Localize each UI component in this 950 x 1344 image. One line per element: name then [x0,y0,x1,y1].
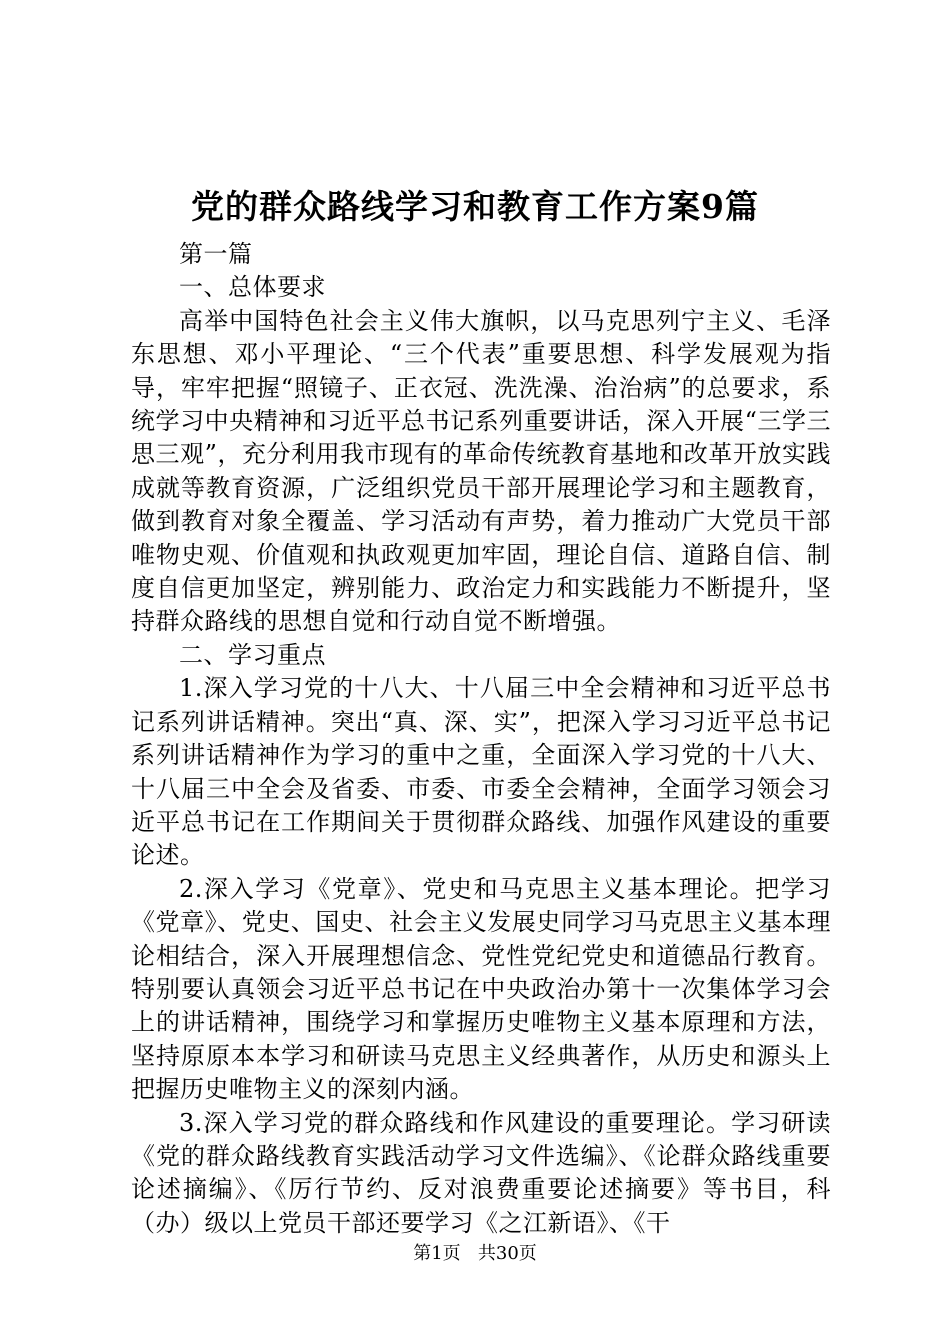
paragraph-item-3: 3.深入学习党的群众路线和作风建设的重要理论。学习研读《党的群众路线教育实践活动学习文件选编》、《论群众路线重要论述摘编》、《厉行节约、反对浪费重要论述摘要》等书目，科（办）级以上党员干部还要学习《之江新语》、《干 [131,1108,831,1237]
paragraph-item-1: 1.深入学习党的十八大、十八届三中全会精神和习近平总书记系列讲话精神。突出“真、深、实”，把深入学习习近平总书记系列讲话精神作为学习的重中之重，全面深入学习党的十八大、十八届三中全会及省委、市委、市委全会精神，全面学习领会习近平总书记在工作期间关于贯彻群众路线、加强作风建设的重要论述。 [131,674,831,870]
document-body [131,238,831,1240]
section-heading-study-focus: 二、学习重点 [179,640,326,669]
section-heading-general-requirements: 一、总体要求 [179,273,326,302]
page-footer [0,1242,950,1266]
page-separator [466,1243,472,1264]
paragraph-general-requirements: 高举中国特色社会主义伟大旗帜，以马克思列宁主义、毛泽东思想、邓小平理论、“三个代表”重要思想、科学发展观为指导，牢牢把握“照镜子、正衣冠、洗洗澡、治治病”的总要求，系统学习中央精神和习近平总书记系列重要讲话，深入开展“三学三思三观”，充分利用我市现有的革命传统教育基地和改革开放实践成就等教育资源，广泛组织党员干部开展理论学习和主题教育，做到教育对象全覆盖、学习活动有声势，着力推动广大党员干部唯物史观、价值观和执政观更加牢固，理论自信、道路自信、制度自信更加坚定，辨别能力、政治定力和实践能力不断提升，坚持群众路线的思想自觉和行动自觉不断增强。 [131,306,831,636]
paragraph-item-2: 2.深入学习《党章》、党史和马克思主义基本理论。把学习《党章》、党史、国史、社会主义发展史同学习马克思主义基本理论相结合，深入开展理想信念、党性党纪党史和道德品行教育。特别要认真领会习近平总书记在中央政治办第十一次集体学习会上的讲话精神，围绕学习和掌握历史唯物主义基本原理和方法，坚持原原本本学习和研读马克思主义经典著作，从历史和源头上把握历史唯物主义的深刻内涵。 [131,874,831,1104]
page-total: 共30页 [477,1243,537,1264]
page-number: 第1页 [413,1243,461,1264]
section-part-label: 第一篇 [179,240,253,268]
document-title: 党的群众路线学习和教育工作方案9篇 [191,187,759,226]
